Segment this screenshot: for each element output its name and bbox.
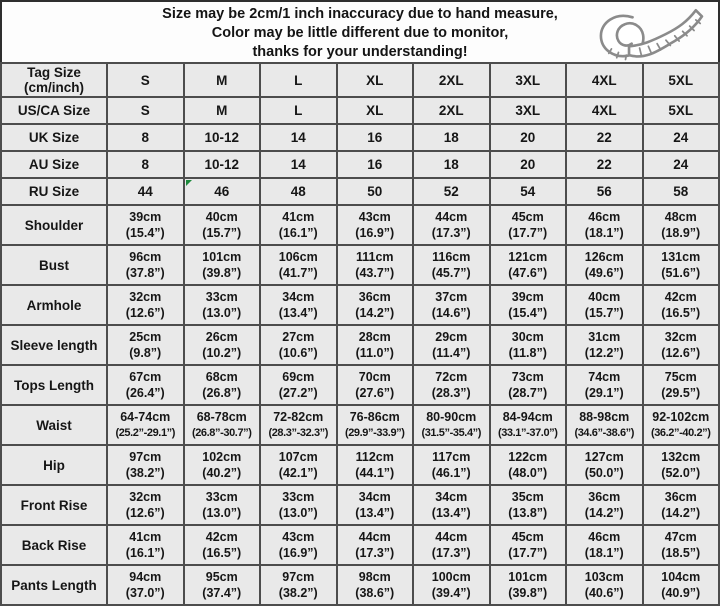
cell-bust-6: 126cm (49.6”) (566, 245, 643, 285)
row-label-pants-length: Pants Length (1, 565, 107, 605)
notice-banner (0, 0, 720, 62)
cell-tag-size-cm-inch-7: 5XL (643, 63, 720, 97)
cell-sleeve-length-3: 28cm (11.0”) (337, 325, 414, 365)
cell-bust-3: 111cm (43.7”) (337, 245, 414, 285)
cell-tops-length-1: 68cm (26.8”) (184, 365, 261, 405)
cell-tops-length-5: 73cm (28.7”) (490, 365, 567, 405)
table-row-front-rise (1, 485, 719, 525)
row-label-waist: Waist (1, 405, 107, 445)
table-row-tag-size-cm-inch (1, 63, 719, 97)
cell-hip-5: 122cm (48.0”) (490, 445, 567, 485)
cell-us-ca-size-1: M (184, 97, 261, 124)
cell-shoulder-4: 44cm (17.3”) (413, 205, 490, 245)
row-label-sleeve-length: Sleeve length (1, 325, 107, 365)
cell-back-rise-4: 44cm (17.3”) (413, 525, 490, 565)
cell-front-rise-1: 33cm (13.0”) (184, 485, 261, 525)
cell-tag-size-cm-inch-5: 3XL (490, 63, 567, 97)
cell-back-rise-1: 42cm (16.5”) (184, 525, 261, 565)
cell-hip-2: 107cm (42.1”) (260, 445, 337, 485)
table-row-pants-length (1, 565, 719, 605)
cell-us-ca-size-5: 3XL (490, 97, 567, 124)
cell-shoulder-5: 45cm (17.7”) (490, 205, 567, 245)
cell-waist-1: 68-78cm (26.8”-30.7”) (184, 405, 261, 445)
cell-shoulder-2: 41cm (16.1”) (260, 205, 337, 245)
cell-waist-2: 72-82cm (28.3”-32.3”) (260, 405, 337, 445)
cell-us-ca-size-6: 4XL (566, 97, 643, 124)
cell-waist-6: 88-98cm (34.6”-38.6”) (566, 405, 643, 445)
cell-shoulder-1: 40cm (15.7”) (184, 205, 261, 245)
cell-sleeve-length-0: 25cm (9.8”) (107, 325, 184, 365)
cell-uk-size-0: 8 (107, 124, 184, 151)
row-label-au-size: AU Size (1, 151, 107, 178)
cell-back-rise-0: 41cm (16.1”) (107, 525, 184, 565)
cell-back-rise-3: 44cm (17.3”) (337, 525, 414, 565)
cell-sleeve-length-6: 31cm (12.2”) (566, 325, 643, 365)
size-table-body (1, 63, 719, 605)
cell-armhole-0: 32cm (12.6”) (107, 285, 184, 325)
row-label-uk-size: UK Size (1, 124, 107, 151)
cell-us-ca-size-2: L (260, 97, 337, 124)
cell-front-rise-2: 33cm (13.0”) (260, 485, 337, 525)
cell-us-ca-size-7: 5XL (643, 97, 720, 124)
table-row-au-size (1, 151, 719, 178)
cell-shoulder-7: 48cm (18.9”) (643, 205, 720, 245)
cell-bust-4: 116cm (45.7”) (413, 245, 490, 285)
cell-sleeve-length-7: 32cm (12.6”) (643, 325, 720, 365)
cell-au-size-7: 24 (643, 151, 720, 178)
row-label-us-ca-size: US/CA Size (1, 97, 107, 124)
cell-tops-length-6: 74cm (29.1”) (566, 365, 643, 405)
row-label-bust: Bust (1, 245, 107, 285)
cell-front-rise-0: 32cm (12.6”) (107, 485, 184, 525)
cell-sleeve-length-4: 29cm (11.4”) (413, 325, 490, 365)
cell-front-rise-4: 34cm (13.4”) (413, 485, 490, 525)
cell-bust-7: 131cm (51.6”) (643, 245, 720, 285)
cell-ru-size-1: 46 (184, 178, 261, 205)
cell-tag-size-cm-inch-2: L (260, 63, 337, 97)
cell-hip-7: 132cm (52.0”) (643, 445, 720, 485)
cell-front-rise-5: 35cm (13.8”) (490, 485, 567, 525)
table-row-uk-size (1, 124, 719, 151)
row-label-tag-size-cm-inch: Tag Size (cm/inch) (1, 63, 107, 97)
cell-tag-size-cm-inch-4: 2XL (413, 63, 490, 97)
notice-line-2: Color may be little different due to monitor, (211, 24, 509, 41)
cell-pants-length-1: 95cm (37.4”) (184, 565, 261, 605)
cell-ru-size-6: 56 (566, 178, 643, 205)
row-label-armhole: Armhole (1, 285, 107, 325)
cell-armhole-5: 39cm (15.4”) (490, 285, 567, 325)
cell-front-rise-7: 36cm (14.2”) (643, 485, 720, 525)
table-row-us-ca-size (1, 97, 719, 124)
cell-ru-size-7: 58 (643, 178, 720, 205)
cell-waist-3: 76-86cm (29.9”-33.9”) (337, 405, 414, 445)
cell-uk-size-5: 20 (490, 124, 567, 151)
cell-armhole-3: 36cm (14.2”) (337, 285, 414, 325)
cell-armhole-4: 37cm (14.6”) (413, 285, 490, 325)
cell-tops-length-2: 69cm (27.2”) (260, 365, 337, 405)
cell-ru-size-2: 48 (260, 178, 337, 205)
table-row-shoulder (1, 205, 719, 245)
cell-uk-size-7: 24 (643, 124, 720, 151)
cell-waist-4: 80-90cm (31.5”-35.4”) (413, 405, 490, 445)
cell-tag-size-cm-inch-3: XL (337, 63, 414, 97)
cell-au-size-0: 8 (107, 151, 184, 178)
cell-au-size-1: 10-12 (184, 151, 261, 178)
table-row-bust (1, 245, 719, 285)
cell-shoulder-3: 43cm (16.9”) (337, 205, 414, 245)
cell-us-ca-size-4: 2XL (413, 97, 490, 124)
table-row-back-rise (1, 525, 719, 565)
cell-tops-length-3: 70cm (27.6”) (337, 365, 414, 405)
row-label-back-rise: Back Rise (1, 525, 107, 565)
cell-front-rise-3: 34cm (13.4”) (337, 485, 414, 525)
cell-pants-length-3: 98cm (38.6”) (337, 565, 414, 605)
cell-tag-size-cm-inch-1: M (184, 63, 261, 97)
cell-pants-length-7: 104cm (40.9”) (643, 565, 720, 605)
cell-sleeve-length-5: 30cm (11.8”) (490, 325, 567, 365)
cell-au-size-3: 16 (337, 151, 414, 178)
cell-au-size-5: 20 (490, 151, 567, 178)
cell-back-rise-2: 43cm (16.9”) (260, 525, 337, 565)
cell-uk-size-2: 14 (260, 124, 337, 151)
cell-back-rise-6: 46cm (18.1”) (566, 525, 643, 565)
notice-line-1: Size may be 2cm/1 inch inaccuracy due to hand measure, (162, 5, 558, 22)
cell-sleeve-length-1: 26cm (10.2”) (184, 325, 261, 365)
row-label-ru-size: RU Size (1, 178, 107, 205)
table-row-sleeve-length (1, 325, 719, 365)
cell-us-ca-size-0: S (107, 97, 184, 124)
cell-tops-length-0: 67cm (26.4”) (107, 365, 184, 405)
cell-pants-length-4: 100cm (39.4”) (413, 565, 490, 605)
cell-back-rise-5: 45cm (17.7”) (490, 525, 567, 565)
cell-uk-size-3: 16 (337, 124, 414, 151)
row-label-hip: Hip (1, 445, 107, 485)
table-row-armhole (1, 285, 719, 325)
row-label-tops-length: Tops Length (1, 365, 107, 405)
cell-au-size-4: 18 (413, 151, 490, 178)
cell-sleeve-length-2: 27cm (10.6”) (260, 325, 337, 365)
table-row-waist (1, 405, 719, 445)
cell-pants-length-2: 97cm (38.2”) (260, 565, 337, 605)
cell-front-rise-6: 36cm (14.2”) (566, 485, 643, 525)
cell-bust-0: 96cm (37.8”) (107, 245, 184, 285)
cell-waist-5: 84-94cm (33.1”-37.0”) (490, 405, 567, 445)
cell-waist-0: 64-74cm (25.2”-29.1”) (107, 405, 184, 445)
cell-hip-1: 102cm (40.2”) (184, 445, 261, 485)
cell-uk-size-6: 22 (566, 124, 643, 151)
measuring-tape-icon (592, 5, 710, 63)
cell-tops-length-7: 75cm (29.5”) (643, 365, 720, 405)
cell-ru-size-5: 54 (490, 178, 567, 205)
cell-ru-size-3: 50 (337, 178, 414, 205)
table-row-ru-size (1, 178, 719, 205)
cell-hip-6: 127cm (50.0”) (566, 445, 643, 485)
cell-shoulder-6: 46cm (18.1”) (566, 205, 643, 245)
cell-tops-length-4: 72cm (28.3”) (413, 365, 490, 405)
cell-pants-length-0: 94cm (37.0”) (107, 565, 184, 605)
cell-bust-2: 106cm (41.7”) (260, 245, 337, 285)
cell-au-size-2: 14 (260, 151, 337, 178)
cell-au-size-6: 22 (566, 151, 643, 178)
notice-line-3: thanks for your understanding! (252, 43, 468, 60)
cell-pants-length-5: 101cm (39.8”) (490, 565, 567, 605)
cell-waist-7: 92-102cm (36.2”-40.2”) (643, 405, 720, 445)
size-table (0, 62, 720, 606)
cell-armhole-2: 34cm (13.4”) (260, 285, 337, 325)
cell-ru-size-0: 44 (107, 178, 184, 205)
cell-tag-size-cm-inch-6: 4XL (566, 63, 643, 97)
cell-back-rise-7: 47cm (18.5”) (643, 525, 720, 565)
table-row-tops-length (1, 365, 719, 405)
cell-hip-3: 112cm (44.1”) (337, 445, 414, 485)
cell-uk-size-1: 10-12 (184, 124, 261, 151)
cell-armhole-1: 33cm (13.0”) (184, 285, 261, 325)
cell-us-ca-size-3: XL (337, 97, 414, 124)
row-label-front-rise: Front Rise (1, 485, 107, 525)
cell-uk-size-4: 18 (413, 124, 490, 151)
cell-bust-1: 101cm (39.8”) (184, 245, 261, 285)
cell-hip-0: 97cm (38.2”) (107, 445, 184, 485)
cell-bust-5: 121cm (47.6”) (490, 245, 567, 285)
cell-pants-length-6: 103cm (40.6”) (566, 565, 643, 605)
cell-shoulder-0: 39cm (15.4”) (107, 205, 184, 245)
cell-armhole-7: 42cm (16.5”) (643, 285, 720, 325)
cell-hip-4: 117cm (46.1”) (413, 445, 490, 485)
table-row-hip (1, 445, 719, 485)
row-label-shoulder: Shoulder (1, 205, 107, 245)
cell-ru-size-4: 52 (413, 178, 490, 205)
cell-tag-size-cm-inch-0: S (107, 63, 184, 97)
cell-armhole-6: 40cm (15.7”) (566, 285, 643, 325)
